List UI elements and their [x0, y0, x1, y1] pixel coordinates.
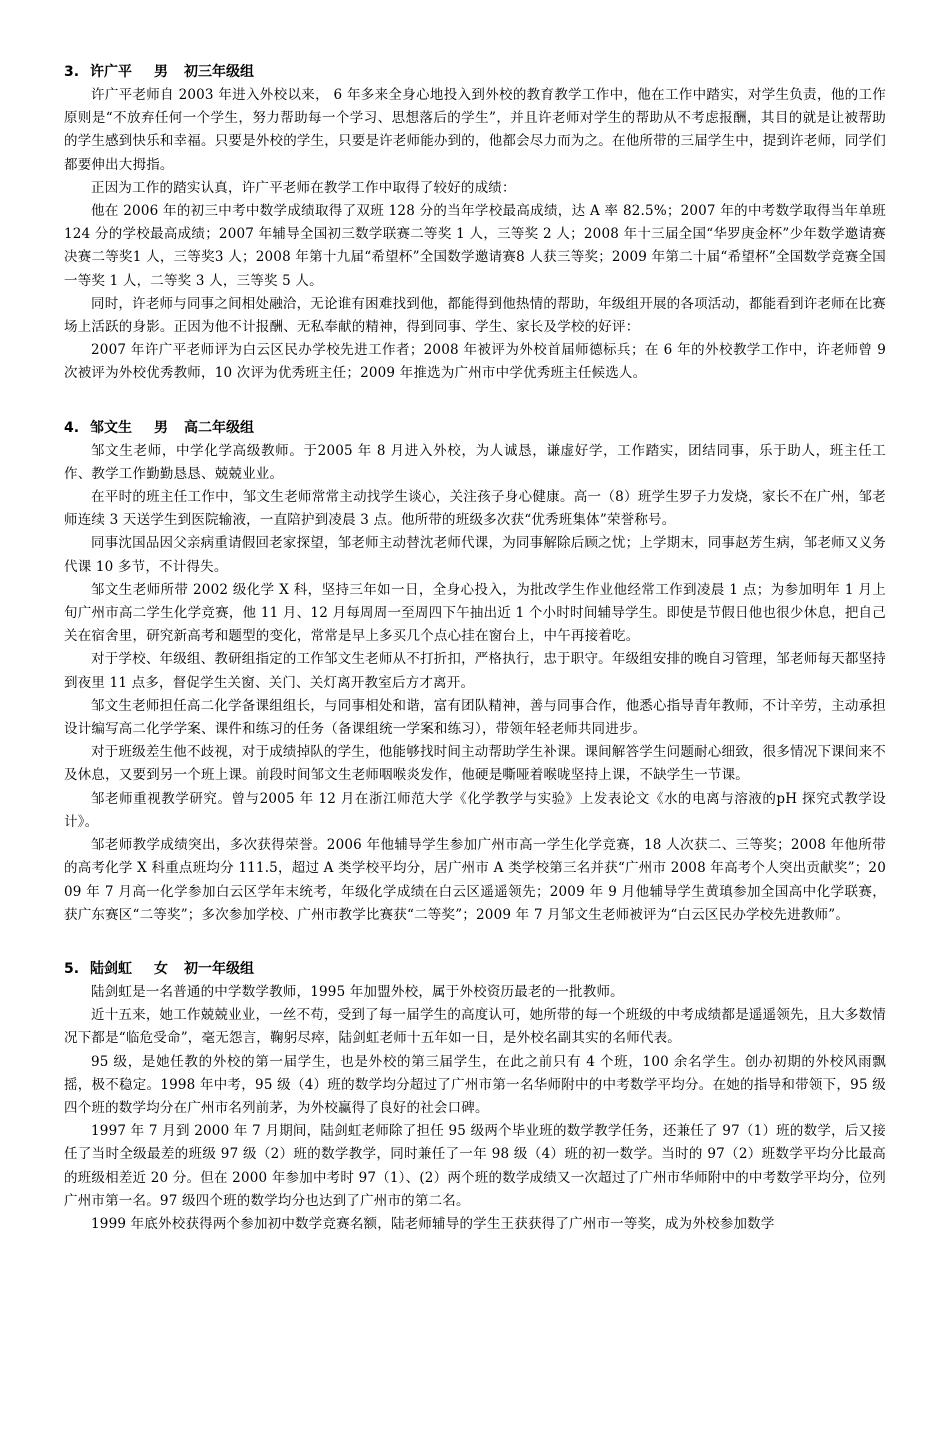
paragraph: 95 级，是她任教的外校的第一届学生，也是外校的第三届学生，在此之前只有 4 个班，100 余名学生。创办初期的外校风雨飘摇，极不稳定。1998 年中考，95 级（4）班的数学均分超过了广州市第一名华师附中的中考数学平均分。在她的指导和带领下，95 级四个班的数学均分在广州市名列前茅，为外校赢得了良好的社会口碑。 [64, 1053, 886, 1116]
section-heading [64, 957, 886, 981]
teacher-gender: 女 [154, 960, 168, 977]
paragraph: 邹老师重视教学研究。曾与2005 年 12 月在浙江师范大学《化学教学与实验》上发表论文《水的电离与溶液的pH 探究式教学设计》。 [64, 790, 886, 830]
paragraph: 在平时的班主任工作中，邹文生老师常常主动找学生谈心，关注孩子身心健康。高一（8）班学生罗子力发烧，家长不在广州，邹老师连续 3 天送学生到医院输液，一直陪护到凌晨 3 点。他所带的班级多次获“优秀班集体”荣誉称号。 [64, 489, 886, 529]
paragraph: 1999 年底外校获得两个参加初中数学竞赛名额，陆老师辅导的学生王获获得了广州市一等奖，成为外校参加数学 [91, 1215, 775, 1232]
teacher-group: 高二年级组 [184, 419, 254, 436]
paragraph: 对于学校、年级组、教研组指定的工作邹文生老师从不打折扣，严格执行，忠于职守。年级组安排的晚自习管理，邹老师每天都坚持到夜里 11 点多，督促学生关窗、关门、关灯离开教室后方才离开。 [64, 651, 886, 691]
paragraph: 陆剑虹是一名普通的中学数学教师，1995 年加盟外校，属于外校资历最老的一批教师。 [91, 983, 624, 1000]
section-heading [64, 416, 886, 440]
teacher-name: 许广平 [90, 64, 132, 80]
teacher-name: 陆剑虹 [90, 960, 132, 977]
section-number: 4. [64, 419, 80, 436]
paragraph: 邹文生老师所带 2002 级化学 X 科，坚持三年如一日，全身心投入，为批改学生作业他经常工作到凌晨 1 点；为参加明年 1 月上旬广州市高二学生化学竞赛，他 11 月、12 月每周周一至周四下午抽出近 1 个小时时间辅导学生。即使是节假日他也很少休息，把自己关在宿舍里，研究新高考和题型的变化，常常是早上多买几个点心挂在窗台上，中午再接着吃。 [64, 581, 886, 645]
teacher-gender: 男 [154, 64, 168, 80]
teacher-section-4 [64, 416, 886, 927]
section-number: 5. [64, 960, 80, 977]
teacher-name: 邹文生 [90, 419, 132, 436]
teacher-group: 初一年级组 [184, 960, 254, 977]
paragraph: 同事沈国品因父亲病重请假回老家探望，邹老师主动替沈老师代课，为同事解除后顾之忧；上学期末，同事赵芳生病，邹老师又义务代课 10 多节，不计得失。 [64, 535, 886, 575]
paragraph: 2007 年许广平老师评为白云区民办学校先进工作者；2008 年被评为外校首届师德标兵；在 6 年的外校教学工作中，许老师曾 9 次被评为外校优秀教师，10 次评为优秀班主任；2009 年推选为广州市中学优秀班主任候选人。 [64, 342, 886, 382]
teacher-section-5 [64, 957, 886, 1236]
paragraph: 许广平老师自 2003 年进入外校以来， 6 年多来全身心地投入到外校的教育教学工作中，他在工作中踏实，对学生负责，他的工作原则是“不放弃任何一个学生，努力帮助每一个学习、思想落后的学生”，并且许老师对学生的帮助从不考虑报酬，其目的就是让被帮助的学生感到快乐和幸福。只要是外校的学生，只要是许老师能办到的，他都会尽力而为之。在他所带的三届学生中，提到许老师，同学们都要伸出大拇指。 [64, 87, 886, 173]
teacher-group: 初三年级组 [184, 64, 254, 80]
paragraph: 对于班级差生他不歧视，对于成绩掉队的学生，他能够找时间主动帮助学生补课。课间解答学生问题耐心细致，很多情况下课间来不及休息，又要到另一个班上课。前段时间邹文生老师咽喉炎发作，他硬是嘶哑着喉咙坚持上课，不缺学生一节课。 [64, 744, 886, 784]
section-number: 3. [64, 64, 80, 80]
paragraph: 邹老师教学成绩突出，多次获得荣誉。2006 年他辅导学生参加广州市高一学生化学竞赛，18 人次获二、三等奖；2008 年他所带的高考化学 X 科重点班均分 111.5，超过 A 类学校平均分，居广州市 A 类学校第三名并获“广州市 2008 年高考个人突出贡献奖”；2009 年 7 月高一化学参加白云区学年末统考，年级化学成绩在白云区遥遥领先；2009 年 9 月他辅导学生黄瑱参加全国高中化学联赛，获广东赛区“二等奖”；多次参加学校、广州市教学比赛获“二等奖”；2009 年 7 月邹文生老师被评为“白云区民办学校先进教师”。 [64, 837, 886, 923]
paragraph: 1997 年 7 月到 2000 年 7 月期间，陆剑虹老师除了担任 95 级两个毕业班的数学教学任务，还兼任了 97（1）班的数学，后又接任了当时全级最差的班级 97 级（2）班的数学教学，同时兼任了一年 98 级（4）班的初一数学。当时的 97（2）班数学平均分比最高的班级相差近 20 分。但在 2000 年参加中考时 97（1）、(2）两个班的数学成绩又一次超过了广州市华师附中的中考数学平均分，位列广州市第一名。97 级四个班的数学均分也达到了广州市的第二名。 [64, 1123, 886, 1209]
teacher-section-3 [64, 60, 886, 386]
paragraph: 正因为工作的踏实认真，许广平老师在教学工作中取得了较好的成绩： [91, 179, 516, 196]
paragraph: 他在 2006 年的初三中考中数学成绩取得了双班 128 分的当年学校最高成绩，达 A 率 82.5%；2007 年的中考数学取得当年单班 124 分的学校最高成绩；2007 年辅导全国初三数学联赛二等奖 1 人，三等奖 2 人；2008 年十三届全国“华罗庚金杯”少年数学邀请赛决赛二等奖1 人，三等奖3 人；2008 年第十九届“希望杯”全国数学邀请赛8 人获三等奖；2009 年第二十届“希望杯”全国数学竞赛全国一等奖 1 人，二等奖 3 人，三等奖 5 人。 [64, 203, 886, 289]
teacher-gender: 男 [154, 419, 168, 436]
paragraph: 同时，许老师与同事之间相处融洽，无论谁有困难找到他，都能得到他热情的帮助，年级组开展的各项活动，都能看到许老师在比赛场上活跃的身影。正因为他不计报酬、无私奉献的精神，得到同事、学生、家长及学校的好评： [64, 295, 886, 336]
section-heading [64, 60, 886, 84]
paragraph: 邹文生老师担任高二化学备课组组长，与同事相处和谐，富有团队精神，善与同事合作，他悉心指导青年教师，不计辛劳，主动承担设计编写高二化学学案、课件和练习的任务（备课组统一学案和练习），带领年轻老师共同进步。 [64, 697, 886, 738]
paragraph: 邹文生老师，中学化学高级教师。于2005 年 8 月进入外校，为人诚恳，谦虚好学，工作踏实，团结同事，乐于助人，班主任工作、教学工作勤勤恳恳、兢兢业业。 [64, 442, 886, 482]
paragraph: 近十五来，她工作兢兢业业，一丝不苟，受到了每一届学生的高度认可，她所带的每一个班级的中考成绩都是遥遥领先，且大多数情况下都是“临危受命”，毫无怨言，鞠躬尽瘁，陆剑虹老师十五年如一日，是外校名副其实的名师代表。 [64, 1007, 886, 1047]
